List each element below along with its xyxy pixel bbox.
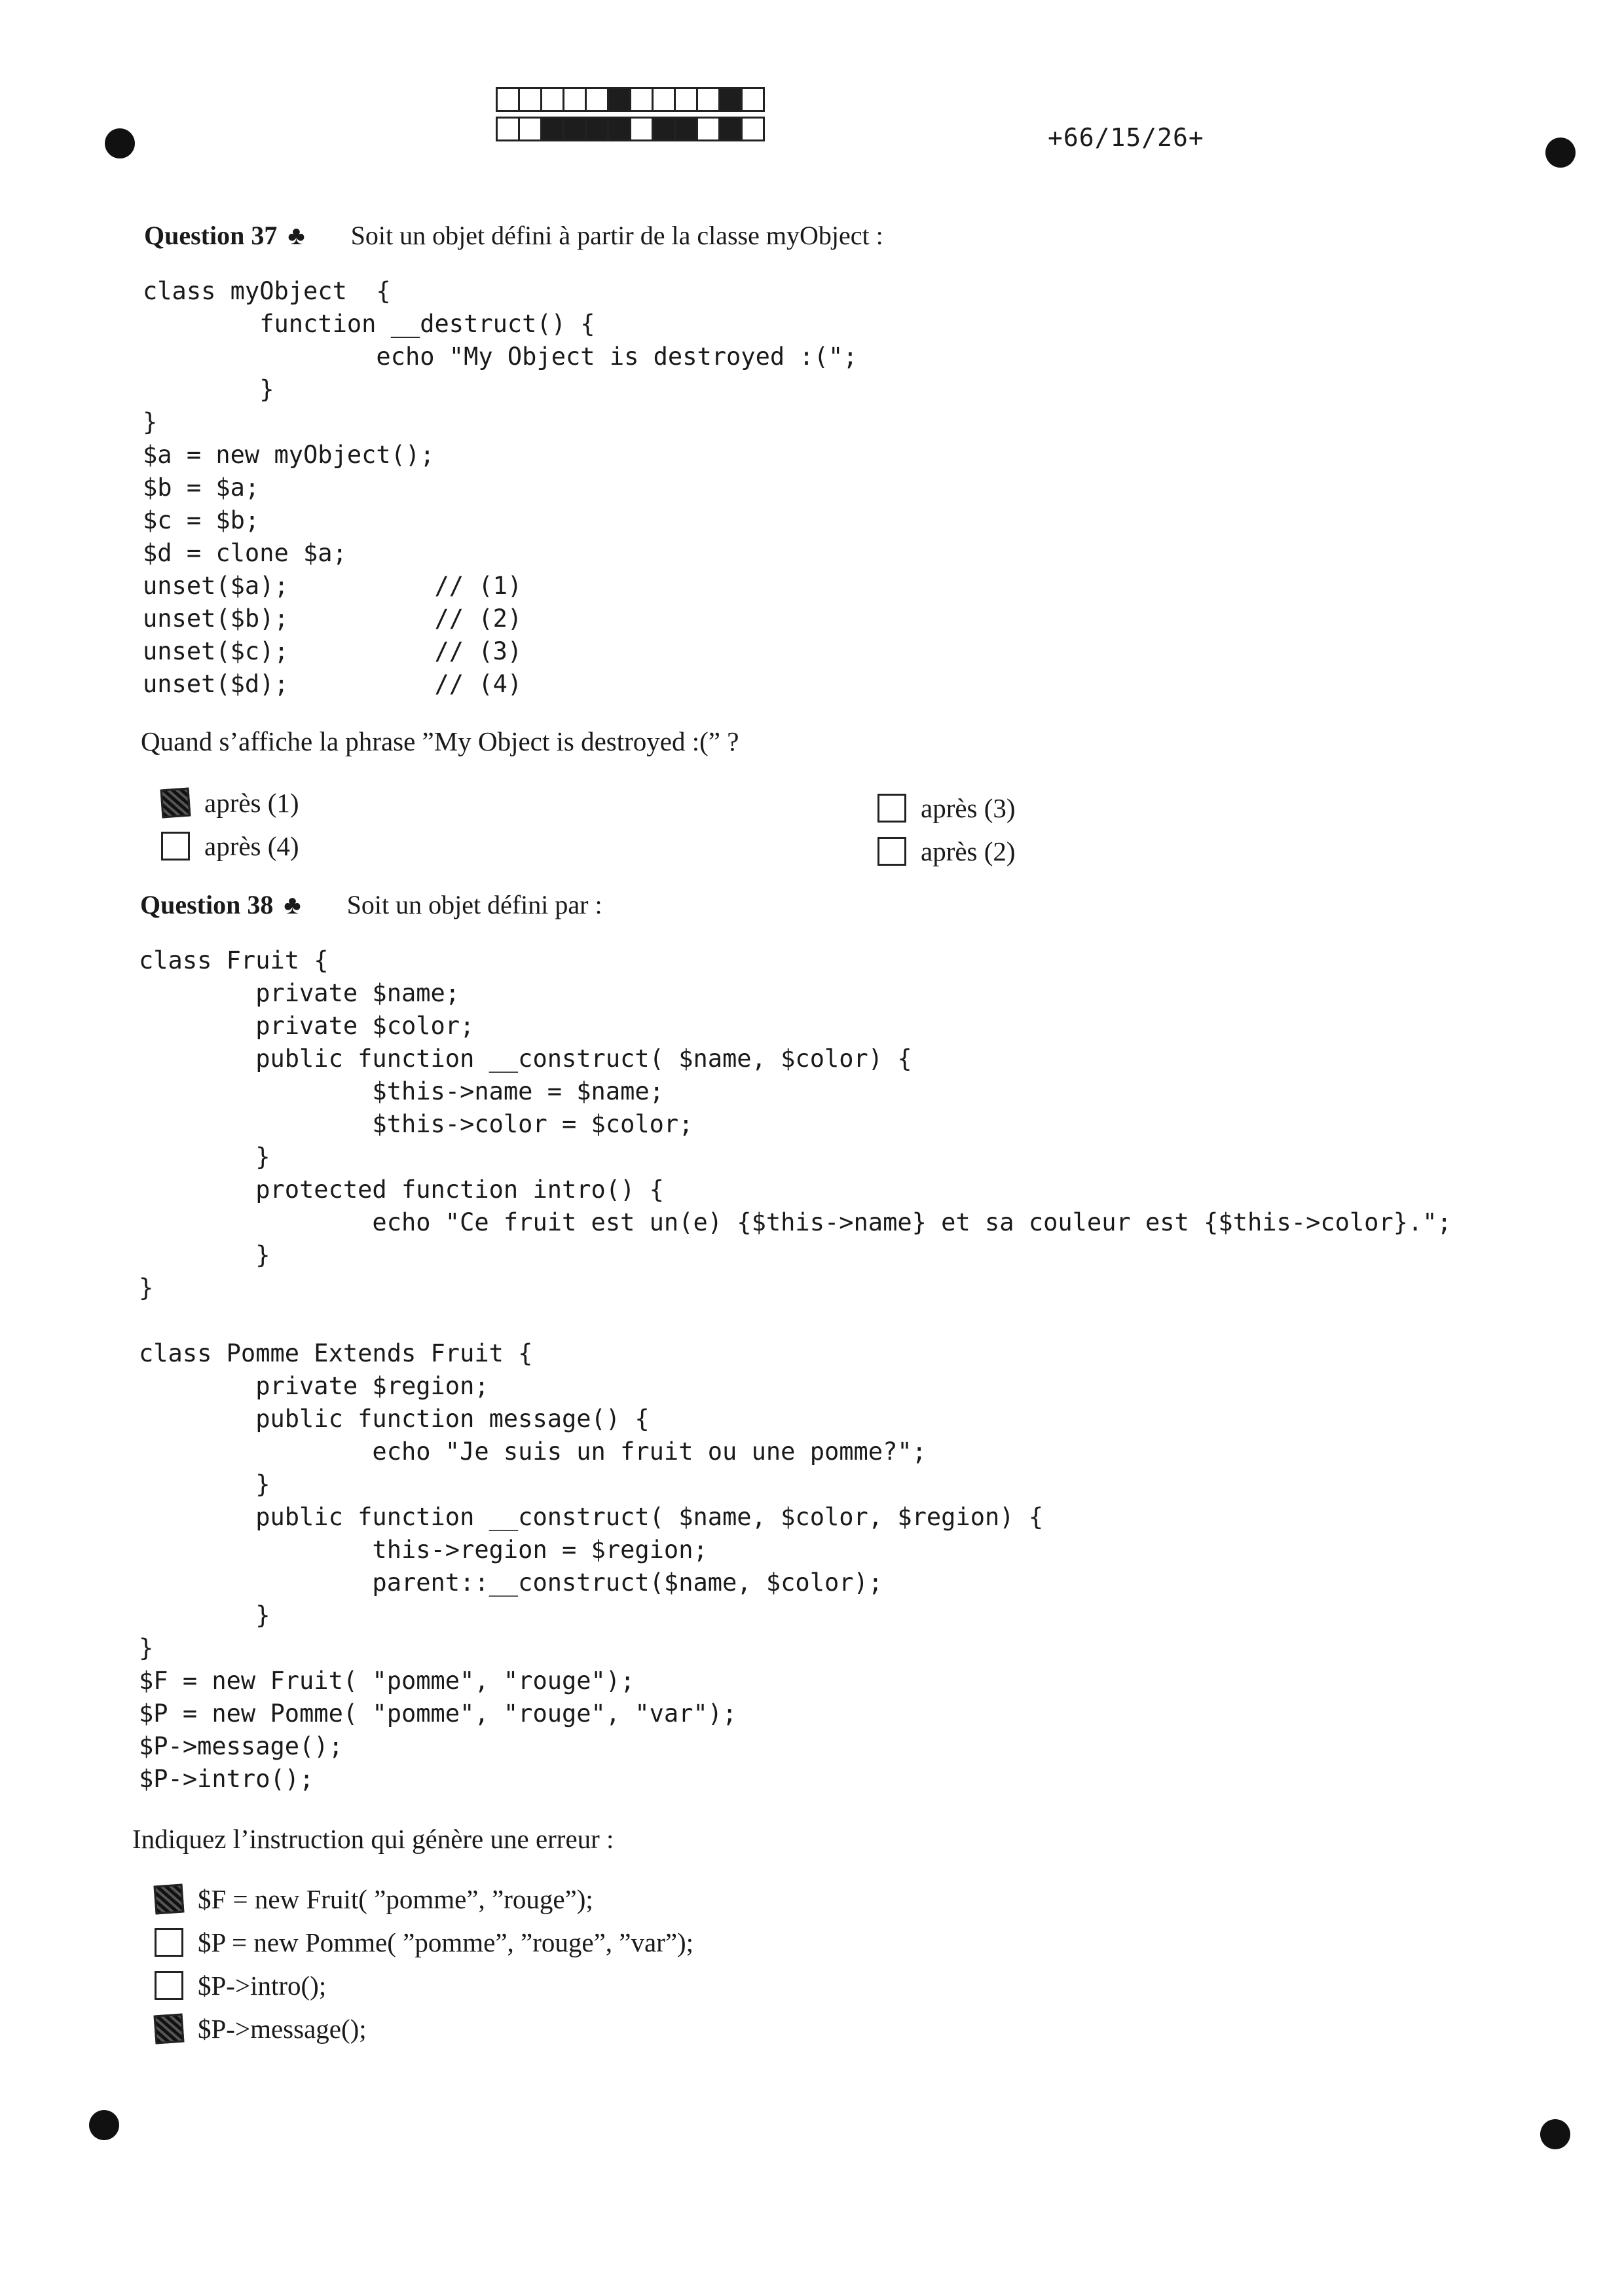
answer-option[interactable] xyxy=(155,1927,693,1958)
answer-label: après (3) xyxy=(921,793,1016,823)
question-37-header xyxy=(144,220,883,251)
answer-option[interactable] xyxy=(877,836,1016,867)
answer-option[interactable] xyxy=(877,792,1016,824)
answer-label: $F = new Fruit( ”pomme”, ”rouge”); xyxy=(198,1884,593,1914)
barcode-cell xyxy=(652,117,676,141)
barcode-row-1 xyxy=(496,87,763,112)
barcode-cell xyxy=(518,117,542,141)
club-icon: ♣ xyxy=(284,890,301,919)
question-37-code: class myObject { function __destruct() { echo "My Object is destroyed :("; } } $a = new myObject(); $b = $a; $c = $b; $d = clone $a; unset($a); // (1) unset($b); // (2) unset($c); // (3) unset($d); // (4) xyxy=(143,277,858,698)
answer-checkbox[interactable] xyxy=(154,2014,185,2045)
barcode-cell xyxy=(674,87,698,112)
barcode-cell xyxy=(674,117,698,141)
barcode-cell xyxy=(563,87,587,112)
answer-label: après (4) xyxy=(204,831,299,861)
question-text: Soit un objet défini à partir de la classe myObject : xyxy=(350,221,883,250)
registration-mark-bottom-right xyxy=(1540,2119,1570,2149)
barcode-row-2 xyxy=(496,117,763,141)
barcode-cell xyxy=(496,87,520,112)
answer-checkbox[interactable] xyxy=(161,832,190,861)
question-number: Question 37 xyxy=(144,221,278,250)
answer-option[interactable] xyxy=(155,1883,593,1915)
answer-option[interactable] xyxy=(155,1970,326,2001)
answer-label: $P = new Pomme( ”pomme”, ”rouge”, ”var”); xyxy=(198,1927,694,1957)
answer-option[interactable] xyxy=(161,787,299,819)
question-number: Question 38 xyxy=(140,890,274,919)
barcode-cell xyxy=(607,117,631,141)
question-37-prompt: Quand s’affiche la phrase ”My Object is destroyed :(” ? xyxy=(141,726,739,756)
barcode-cell xyxy=(741,87,765,112)
barcode-cell xyxy=(741,117,765,141)
question-38-prompt: Indiquez l’instruction qui génère une erreur : xyxy=(132,1824,614,1854)
answer-checkbox[interactable] xyxy=(155,1971,183,2000)
answer-option[interactable] xyxy=(161,830,299,862)
barcode-cell xyxy=(718,87,743,112)
barcode-cell xyxy=(652,87,676,112)
barcode-cell xyxy=(518,87,542,112)
sheet-id: +66/15/26+ xyxy=(1048,123,1204,152)
barcode-cell xyxy=(629,87,654,112)
answer-label: après (2) xyxy=(921,836,1016,866)
answer-label: $P->message(); xyxy=(198,2014,367,2044)
question-text: Soit un objet défini par : xyxy=(346,890,602,919)
question-38-header xyxy=(140,889,602,920)
answer-checkbox[interactable] xyxy=(160,788,191,819)
barcode-cell xyxy=(718,117,743,141)
question-38-code: class Fruit { private $name; private $color; public function __construct( $name, $color) { $this->name = $name; $this->color = $color; } protected function intro() { echo "Ce fruit est un(e) {$this->name} et sa couleur est {$this->color}."; } } class Pomme Extends Fruit { private $region; public function message() { echo "Je suis un fruit ou une pomme?"; } public function __construct( $name, $color, $region) { this->region = $region; parent::__construct($name, $color); } } $F = new Fruit( "pomme", "rouge"); $P = new Pomme( "pomme", "rouge", "var"); $P->message(); $P->intro(); xyxy=(139,946,1452,1793)
answer-checkbox[interactable] xyxy=(877,794,906,823)
registration-mark-bottom-left xyxy=(89,2110,119,2140)
registration-mark-top-right xyxy=(1545,138,1576,168)
barcode-cell xyxy=(563,117,587,141)
barcode-cell xyxy=(585,87,609,112)
answer-label: après (1) xyxy=(204,788,299,818)
club-icon: ♣ xyxy=(287,221,305,250)
barcode-cell xyxy=(585,117,609,141)
barcode-cell xyxy=(696,117,720,141)
barcode-cell xyxy=(696,87,720,112)
answer-checkbox[interactable] xyxy=(154,1884,185,1915)
barcode-cell xyxy=(607,87,631,112)
answer-checkbox[interactable] xyxy=(877,837,906,866)
answer-option[interactable] xyxy=(155,2013,367,2045)
barcode-cell xyxy=(540,87,564,112)
answer-checkbox[interactable] xyxy=(155,1928,183,1957)
barcode-cell xyxy=(496,117,520,141)
barcode-cell xyxy=(629,117,654,141)
registration-mark-top-left xyxy=(105,128,135,158)
answer-label: $P->intro(); xyxy=(198,1971,327,2001)
barcode-cell xyxy=(540,117,564,141)
